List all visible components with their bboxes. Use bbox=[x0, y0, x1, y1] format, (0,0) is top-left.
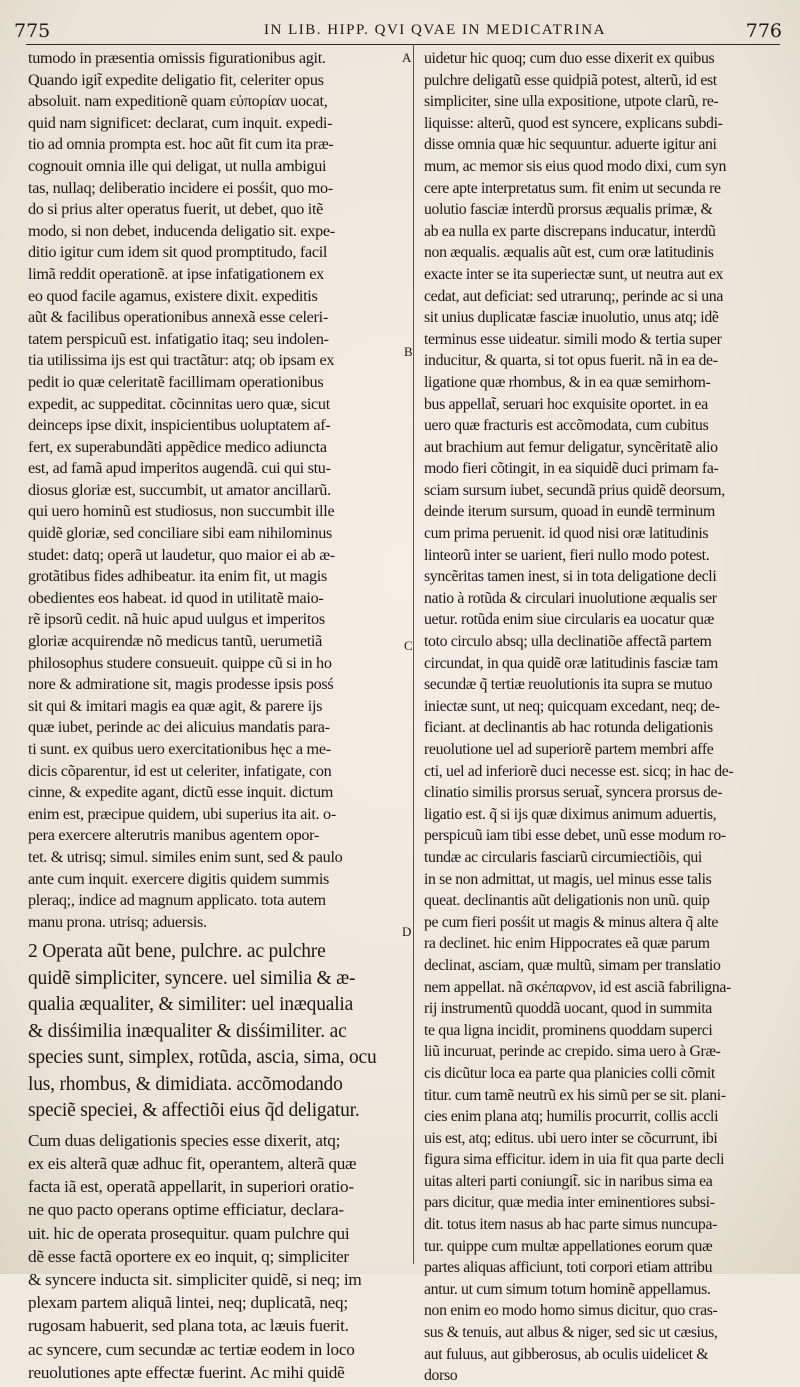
text-line: quæ iubet, perinde ac dei alicuius mandatis para- bbox=[28, 718, 330, 737]
text-line: uolutio fasciæ interdũ prorsus æqualis primæ, & bbox=[424, 201, 713, 219]
left-commentary-block bbox=[28, 48, 412, 933]
header-rule bbox=[26, 44, 780, 45]
text-line: pars dicitur, quæ media inter eminentiores subsi- bbox=[424, 1194, 715, 1212]
text-line: syncẽritas tamen inest, si in tota deligatione decli bbox=[424, 568, 717, 586]
text-line: obedientes eos habeat. id quod in utilitatẽ maio- bbox=[28, 588, 324, 607]
page-number-left: 775 bbox=[14, 20, 51, 42]
aphorism-line: qualia æqualiter, & similiter: uel inæqualia bbox=[28, 994, 354, 1016]
aphorism-line: speciẽ speciei, & affectiõi eius q̃d deligatur. bbox=[28, 1100, 360, 1122]
text-line: gloriæ acquirendæ nõ medicus tantũ, uerumetiã bbox=[28, 632, 322, 651]
text-line: non æqualis. æqualis aũt est, cum oræ latitudinis bbox=[424, 244, 714, 262]
commentary-block bbox=[28, 1129, 412, 1384]
commentary-line: ac syncere, cum secundæ ac tertiæ eodem in loco bbox=[28, 1339, 355, 1359]
text-line: diosus gloriæ est, succumbit, ut amator ancillarũ. bbox=[28, 480, 331, 499]
text-line: studet: datq; operã ut laudetur, quo maior ei ab æ- bbox=[28, 545, 335, 564]
text-line: figura sima efficitur. idem in uia fit qua parte decli bbox=[424, 1151, 725, 1169]
text-line: sus & tenuis, aut albus & niger, sed sic ut cæsius, bbox=[424, 1324, 718, 1342]
text-line: reuolutione uel ad superiorẽ partem membri affe bbox=[424, 741, 714, 758]
text-line: dit. totus item nasus ab hac parte simus nuncupa- bbox=[424, 1216, 718, 1234]
text-line: inducitur, & quarta, si tot opus fuerit. nã in ea de- bbox=[424, 352, 718, 370]
text-line: pera exercere alterutris manibus agentem opor- bbox=[28, 826, 320, 845]
text-line: uitas alteri parti coniungit̃. sic in naribus sima ea bbox=[424, 1172, 713, 1190]
margin-marker-c: C bbox=[404, 638, 413, 653]
text-line: tur. quippe cum multæ appellationes eorum quæ bbox=[424, 1237, 713, 1255]
aphorism-line: lus, rhombus, & dimidiata. accõmodando bbox=[28, 1073, 343, 1095]
text-line: queat. declinantis aũt deligationis non unũ. quip bbox=[424, 892, 710, 910]
column-divider bbox=[413, 44, 414, 1264]
left-column bbox=[28, 48, 412, 1384]
text-line: aũt & facilibus operationibus annexã esse celeri- bbox=[28, 308, 328, 327]
text-line: ra declinet. hic enim Hippocrates eã quæ parum bbox=[424, 935, 710, 953]
text-line: rij instrumentũ quoddã uocant, quod in summita bbox=[424, 1000, 712, 1018]
text-line: philosophus studere consueuit. quippe cũ si in ho bbox=[28, 653, 332, 672]
text-line: ab ea nulla ex parte discrepans inducatur, interdũ bbox=[424, 222, 716, 240]
text-line: Quando igit̃ expedite deligatio fit, celeriter opus bbox=[28, 70, 324, 89]
text-line: deinde iterum sursum, quoad in eundẽ terminum bbox=[424, 503, 715, 521]
text-line: ligatio est. q̃ si ijs quæ diximus animum aduertis, bbox=[424, 805, 717, 823]
text-line: tas, nullaq; deliberatio incidere ei posśit, quo mo- bbox=[28, 178, 333, 197]
commentary-line: facta iã est, operatã appellarit, in superiori oratio- bbox=[28, 1177, 354, 1197]
text-line: disse omnia quæ hic sequuntur. aduerte igitur ani bbox=[424, 136, 717, 154]
text-line: terminus esse uideatur. simili modo & tertia super bbox=[424, 330, 722, 348]
commentary-line: ne quo pacto operans optime efficiatur, declara- bbox=[28, 1200, 344, 1220]
text-line: simpliciter, sine ulla expositione, utpote clarũ, re- bbox=[424, 93, 719, 111]
text-line: ditio igitur cum idem sit quod promptitudo, facil bbox=[28, 243, 328, 262]
text-line: rẽ ipsorũ cedit. nã huic apud uulgus et imperitos bbox=[28, 610, 325, 629]
text-line: cinne, & expedite agant, dictũ esse inquit. dictum bbox=[28, 783, 334, 802]
running-header bbox=[0, 20, 800, 46]
aphorism-line: quidẽ simpliciter, syncere. uel similia & æ- bbox=[28, 967, 356, 989]
commentary-line: dẽ esse factã oportere ex eo inquit, q; simpliciter bbox=[28, 1246, 349, 1266]
text-line: pe cum fieri posśit ut magis & minus altera q̃ alte bbox=[424, 913, 718, 931]
text-line: pulchre deligatũ esse quidpiã potest, alterũ, id est bbox=[424, 71, 717, 89]
text-line: cti, uel ad inferiorẽ duci necesse est. sicq; in hac de- bbox=[424, 762, 734, 780]
text-line: tet. & utrisq; simul. similes enim sunt, sed & paulo bbox=[28, 847, 343, 866]
text-line: aut fuluus, aut gibberosus, ab oculis uidelicet & bbox=[424, 1345, 709, 1363]
text-line: tatem perspicuũ est. infatigatio itaq; seu indolen- bbox=[28, 329, 329, 348]
text-line: tia utilissima ijs est qui tractãtur: atq; ob ipsam ex bbox=[28, 351, 335, 370]
text-line: aut brachium aut femur deligatur, syncẽritatẽ alio bbox=[424, 438, 718, 456]
commentary-line: rugosam habuerit, sed plana tota, ac læuis fuerit. bbox=[28, 1316, 349, 1336]
text-line: est, ad famã apud imperitos augendã. cui qui stu- bbox=[28, 459, 331, 478]
aphorism-block bbox=[28, 939, 412, 1125]
text-line: quid nam significet: declarat, cum inquit. expedi- bbox=[28, 113, 333, 132]
text-line: uero quæ fracturis est accõmodata, cum cubitus bbox=[424, 417, 709, 435]
text-line: toto circulo absq; ulla declinatiõe affectã partem bbox=[424, 633, 712, 651]
text-line: bus appellat̃, seruari hoc exquisite oportet. in ea bbox=[424, 395, 708, 413]
text-line: grotãtibus fides adhibeatur. ita enim fit, ut magis bbox=[28, 567, 327, 586]
text-line: circundat, in qua quidẽ oræ latitudinis fasciæ tam bbox=[424, 654, 718, 672]
text-line: quidẽ gloriæ, sed conciliare sibi eam nihilominus bbox=[28, 524, 333, 543]
text-line: perspicuũ iam tibi esse debet, unũ esse modum ro- bbox=[424, 827, 726, 845]
text-line: cedat, aut deficiat: sed utrarunq;, perinde ac si una bbox=[424, 287, 724, 305]
text-line: cum prima peruenit. id quod nisi oræ latitudinis bbox=[424, 525, 709, 543]
commentary-line: ex eis alterã quæ adhuc fit, operantem, alterã quæ bbox=[28, 1154, 357, 1174]
text-line: ligatione quæ rhombus, & in ea quæ semirhom- bbox=[424, 373, 711, 391]
text-line: manu prona. utrisq; aduersis. bbox=[28, 912, 207, 931]
text-line: cognouit omnia ille qui deligat, ut nulla ambigui bbox=[28, 156, 327, 175]
text-line: uis est, atq; editus. ubi uero inter se cõcurrunt, ibi bbox=[424, 1129, 718, 1147]
text-line: non enim eo modo homo simus dicitur, quo cras- bbox=[424, 1302, 718, 1320]
commentary-line: uit. hic de operata prosequitur. quam pulchre qui bbox=[28, 1223, 350, 1243]
text-line: declinat, asciam, quæ multũ, simam per translatio bbox=[424, 956, 721, 974]
running-title: IN LIB. HIPP. QVI QVAE IN MEDICATRINA bbox=[264, 22, 606, 38]
commentary-line: reuolutiones apte effectæ fuerint. Ac mihi quidẽ bbox=[28, 1362, 345, 1382]
text-line: sit qui & imitari magis ea quæ agit, & parere ijs bbox=[28, 696, 323, 715]
text-line: uidetur hic quoq; cum duo esse dixerit ex quibus bbox=[424, 50, 715, 67]
commentary-line: plexam partem aliquã lintei, neq; duplicatã, neq; bbox=[28, 1293, 348, 1313]
text-line: ti sunt. ex quibus uero exercitationibus hęc a me- bbox=[28, 740, 331, 758]
right-column bbox=[424, 48, 796, 1387]
text-line: eo quod facile agamus, existere dixit. expeditis bbox=[28, 286, 318, 305]
margin-marker-a: A bbox=[402, 50, 412, 65]
aphorism-line: 2 Operata aũt bene, pulchre. ac pulchre bbox=[28, 941, 326, 963]
text-line: natio à rotũda & circulari inuolutione æqualis ser bbox=[424, 589, 717, 607]
text-line: te qua ligna incidit, prominens quoddam superci bbox=[424, 1021, 713, 1039]
text-line: pleraq;, indice ad magnum applicato. tota autem bbox=[28, 891, 326, 910]
text-line: dicis cõparentur, id est ut celeriter, infatigate, con bbox=[28, 761, 332, 780]
margin-marker-b: B bbox=[404, 344, 413, 359]
text-line: nore & admiratione sit, magis prodesse ipsis posś bbox=[28, 675, 334, 694]
text-line: linteorũ inter se uarient, fieri nullo modo potest. bbox=[424, 546, 710, 564]
aphorism-line: & disśimilia inæqualiter & disśimiliter. ac bbox=[28, 1020, 347, 1042]
commentary-line: Cum duas deligationis species esse dixerit, atq; bbox=[28, 1130, 341, 1150]
page-number-right: 776 bbox=[745, 20, 782, 42]
text-line: ante cum inquit. exercere digitis quidem summis bbox=[28, 869, 330, 888]
margin-marker-d: D bbox=[402, 924, 412, 939]
text-line: cere apte interpretatus sum. fit enim ut secunda re bbox=[424, 179, 721, 197]
text-line: modo fieri cõtingit, in ea siquidẽ duci primam fa- bbox=[424, 460, 719, 478]
text-line: do si prius alter operatus fuerit, ut debet, quo itẽ bbox=[28, 200, 324, 219]
text-line: clinatio similis prorsus seruat̃, syncera prorsus de- bbox=[424, 784, 723, 802]
text-line: modo, si non debet, inducenda deligatio sit. expe- bbox=[28, 221, 335, 240]
text-line: sciam sursum iubet, secundã prius quidẽ deorsum, bbox=[424, 481, 725, 499]
text-line: fert, ex superabundãti appẽdice medico adiuncta bbox=[28, 437, 327, 456]
aphorism-line: species sunt, simplex, rotũda, ascia, sima, ocu bbox=[28, 1047, 377, 1069]
text-line: sit unius duplicatæ fasciæ inuolutio, unus atq; idẽ bbox=[424, 309, 719, 327]
text-line: tundæ ac circularis fasciarũ circumiectiõis, qui bbox=[424, 848, 702, 866]
text-line: exacte inter se ita superiectæ sunt, ut neutra aut ex bbox=[424, 265, 724, 283]
text-line: limã reddit operationẽ. at ipse infatigationem ex bbox=[28, 264, 324, 283]
text-line: cis dicũtur loca ea parte qua planicies colli cõmit bbox=[424, 1064, 715, 1082]
text-line: tio ad omnia prompta est. hoc aũt fit cum ita præ- bbox=[28, 135, 334, 154]
text-line: deinceps ipse dixit, inspicientibus uoluptatem af- bbox=[28, 416, 331, 435]
text-line: secundæ q̃ tertiæ reuolutionis ita supra se mutuo bbox=[424, 676, 713, 694]
text-line: enim est, præcipue quidem, ubi superius ita ait. o- bbox=[28, 804, 336, 823]
text-line: pedit io quæ celeritatẽ facillimam operationibus bbox=[28, 372, 324, 391]
text-line: nem appellat. nã σκέπαρνον, id est asciã fabriligna- bbox=[424, 978, 731, 996]
commentary-line: & syncere inducta sit. simpliciter quidẽ, si neq; im bbox=[28, 1269, 362, 1289]
text-line: ficiant. at declinantis ab hac rotunda deligationis bbox=[424, 719, 713, 737]
text-line: uetur. rotũda enim siue circularis ea uocatur quæ bbox=[424, 611, 714, 629]
right-commentary-block bbox=[424, 48, 796, 1387]
text-line: iniectæ sunt, ut neq; quicquam excedant, neq; de- bbox=[424, 697, 720, 715]
text-line: titur. cum tamẽ neutrũ ex his simũ per se sit. plani- bbox=[424, 1086, 726, 1104]
text-line: liquisse: alterũ, quod est syncere, explicans subdi- bbox=[424, 114, 723, 132]
text-line: liũ incuruat, perinde ac crepido. sima uero à Græ- bbox=[424, 1043, 721, 1061]
text-line: absoluit. nam expeditionẽ quam εὐπορίαν uocat, bbox=[28, 92, 328, 111]
text-line: dorso bbox=[424, 1367, 458, 1385]
text-line: qui uero hominũ est studiosus, non succumbit ille bbox=[28, 502, 335, 521]
text-line: cies enim plana atq; humilis procurrit, collis accli bbox=[424, 1108, 719, 1126]
text-line: antur. ut cum simum totum hominẽ appellamus. bbox=[424, 1280, 711, 1298]
text-line: expedit, ac suppeditat. cõcinnitas uero quæ, sicut bbox=[28, 394, 330, 413]
text-line: mum, ac memor sis eius quod modo dixi, cum syn bbox=[424, 157, 727, 175]
text-line: partes aliquas afficiunt, toti corpori etiam attribu bbox=[424, 1259, 713, 1277]
text-line: in se non admittat, ut magis, uel minus esse talis bbox=[424, 870, 712, 888]
text-line: tumodo in præsentia omissis figurationibus agit. bbox=[28, 49, 326, 67]
